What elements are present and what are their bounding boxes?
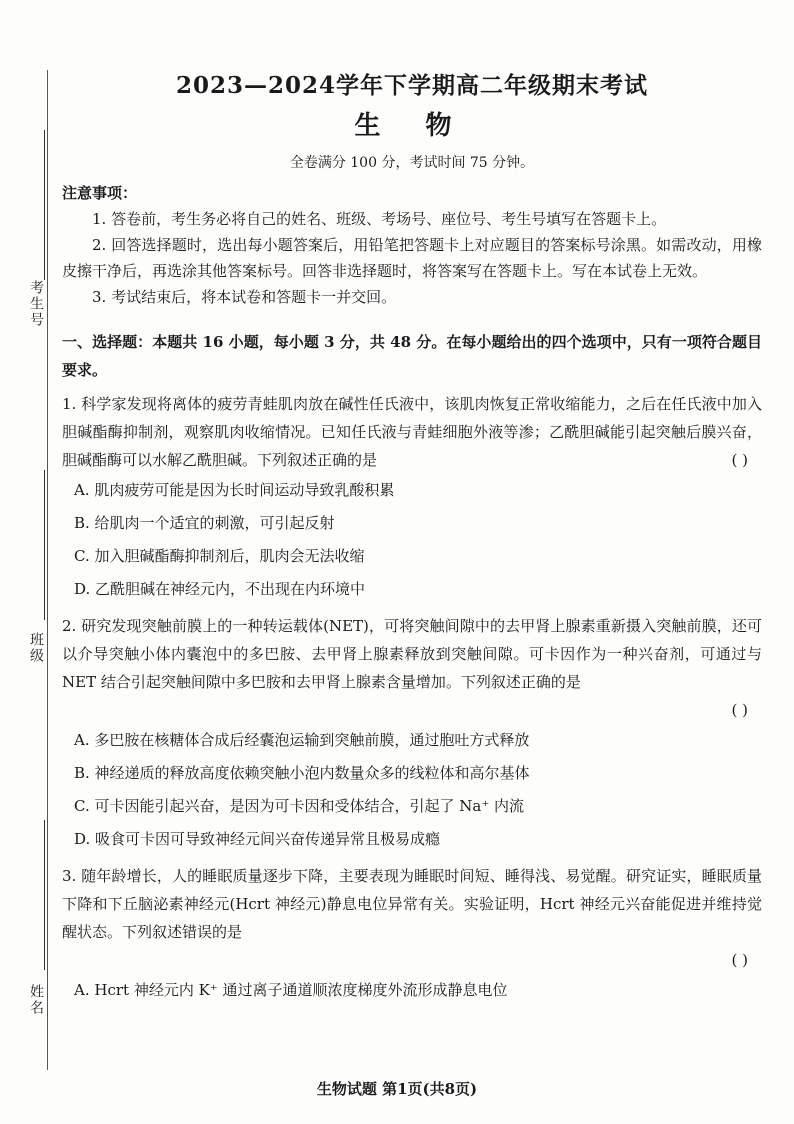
- name-blank: [44, 820, 45, 970]
- option: D. 乙酰胆碱在神经元内，不出现在内环境中: [74, 580, 366, 598]
- option: B. 神经递质的释放高度依赖突触小泡内数量众多的线粒体和高尔基体: [74, 764, 530, 782]
- subject-title: 生 物: [354, 111, 470, 141]
- notice-item: 3. 考试结束后，将本试卷和答题卡一并交回。: [92, 288, 397, 306]
- answer-paren: ( ): [731, 951, 748, 969]
- question-1: [62, 390, 762, 474]
- binding-line: [47, 70, 48, 1070]
- class-blank: [44, 470, 45, 620]
- section-heading: 一、选择题：本题共 16 小题，每小题 3 分，共 48 分。在每小题给出的四个选项中，只有一项符合题目要求。: [62, 333, 762, 379]
- question-2: [62, 612, 762, 724]
- answer-paren: ( ): [731, 701, 748, 719]
- answer-paren: ( ): [731, 451, 748, 469]
- notice-item: 2. 回答选择题时，选出每小题答案后，用铅笔把答题卡上对应题目的答案标号涂黑。如需改动，用橡皮擦干净后，再选涂其他答案标号。回答非选择题时，将答案写在答题卡上。写在本试卷上无效。: [62, 236, 762, 280]
- score-time-line: 全卷满分 100 分，考试时间 75 分钟。: [289, 155, 535, 171]
- option: D. 吸食可卡因可导致神经元间兴奋传递异常且极易成瘾: [74, 830, 441, 848]
- question-3: [62, 862, 762, 974]
- question-stem: 1. 科学家发现将离体的疲劳青蛙肌肉放在碱性任氏液中，该肌肉恢复正常收缩能力，之后在任氏液中加入胆碱酯酶抑制剂，观察肌肉收缩情况。已知任氏液与青蛙细胞外液等渗；乙酰胆碱能引起突触后膜兴奋，胆碱酯酶可以水解乙酰胆碱。下列叙述正确的是: [62, 395, 762, 469]
- exam-title: 2023—2024学年下学期高二年级期末考试: [175, 72, 649, 99]
- exam-content: [62, 70, 762, 1007]
- option: C. 加入胆碱酯酶抑制剂后，肌肉会无法收缩: [74, 547, 365, 565]
- option: B. 给肌肉一个适宜的刺激，可引起反射: [74, 514, 335, 532]
- notice-title: 注意事项：: [62, 184, 138, 202]
- question-stem: 3. 随年龄增长，人的睡眠质量逐步下降，主要表现为睡眠时间短、睡得浅、易觉醒。研究证实，睡眠质量下降和下丘脑泌素神经元(Hcrt 神经元)静息电位异常有关。实验证明，Hcrt 神经元兴奋能促进并维持觉醒状态。下列叙述错误的是: [62, 867, 762, 941]
- exam-no-label: 考生号: [22, 280, 46, 328]
- exam-no-blank: [44, 130, 45, 280]
- notice-item: 1. 答卷前，考生务必将自己的姓名、班级、考场号、座位号、考生号填写在答题卡上。: [92, 210, 667, 228]
- option: C. 可卡因能引起兴奋，是因为可卡因和受体结合，引起了 Na⁺ 内流: [74, 797, 525, 815]
- class-label: 班级: [22, 632, 46, 664]
- option: A. Hcrt 神经元内 K⁺ 通过离子通道顺浓度梯度外流形成静息电位: [74, 981, 508, 999]
- page-footer: 生物试题 第1页(共8页): [316, 1080, 478, 1098]
- question-stem: 2. 研究发现突触前膜上的一种转运载体(NET)，可将突触间隙中的去甲肾上腺素重新摄入突触前膜，还可以介导突触小体内囊泡中的多巴胺、去甲肾上腺素释放到突触间隙。可卡因作为一种兴奋剂，可通过与 NET 结合引起突触间隙中多巴胺和去甲肾上腺素含量增加。下列叙述正确的是: [62, 617, 762, 691]
- name-label: 姓名: [22, 984, 46, 1016]
- option: A. 多巴胺在核糖体合成后经囊泡运输到突触前膜，通过胞吐方式释放: [74, 731, 530, 749]
- option: A. 肌肉疲劳可能是因为长时间运动导致乳酸积累: [74, 481, 395, 499]
